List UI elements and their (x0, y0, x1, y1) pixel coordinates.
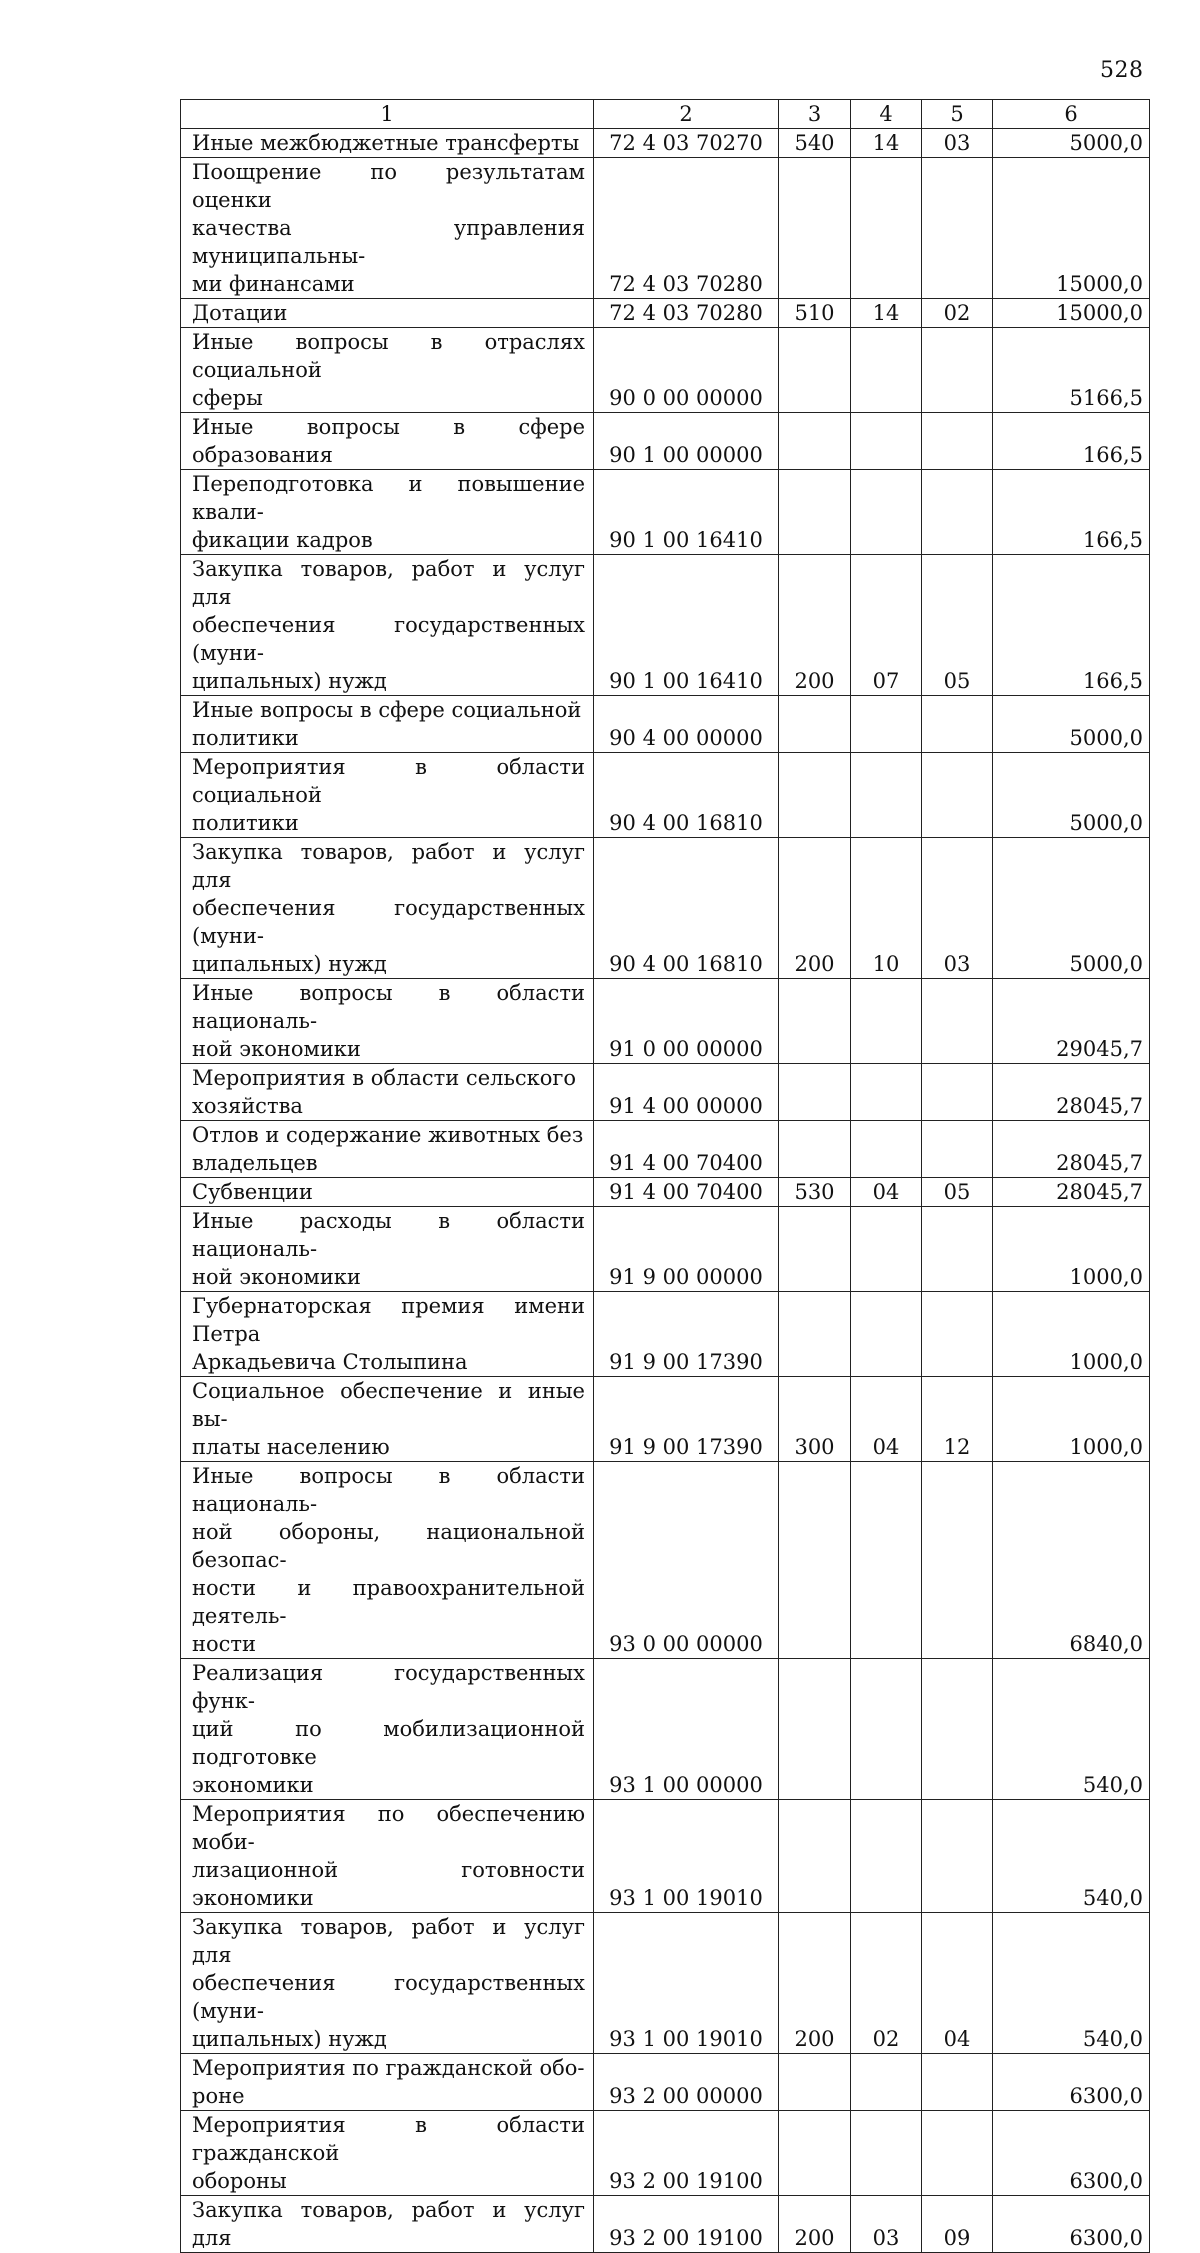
amount-cell: 6300,0 (993, 2054, 1150, 2111)
expense-type-cell (779, 1121, 851, 1178)
table-row (181, 753, 1150, 838)
expense-type-cell: 530 (779, 1178, 851, 1207)
header-cell: 1 (181, 100, 594, 129)
subsection-cell (922, 328, 993, 413)
section-cell (851, 2054, 922, 2111)
expense-type-cell: 200 (779, 555, 851, 696)
table-row (181, 470, 1150, 555)
header-cell: 2 (594, 100, 779, 129)
target-code-cell: 90 1 00 16410 (594, 470, 779, 555)
row-name-line: роне (192, 2084, 245, 2108)
row-name-cell (181, 555, 594, 696)
subsection-cell: 03 (922, 129, 993, 158)
row-name-cell (181, 1800, 594, 1913)
target-code-cell: 90 1 00 16410 (594, 555, 779, 696)
target-code-cell: 93 1 00 00000 (594, 1659, 779, 1800)
table-row (181, 299, 1150, 328)
target-code-cell: 93 0 00 00000 (594, 1462, 779, 1659)
section-cell: 04 (851, 1178, 922, 1207)
row-name-cell (181, 838, 594, 979)
expense-type-cell: 200 (779, 838, 851, 979)
subsection-cell (922, 1462, 993, 1659)
row-name-line: Дотации (192, 301, 288, 325)
target-code-cell: 91 4 00 70400 (594, 1121, 779, 1178)
subsection-cell: 05 (922, 555, 993, 696)
header-cell: 6 (993, 100, 1150, 129)
row-name-line: Мероприятия по обеспечению моби- (192, 1802, 585, 1854)
row-name-line: обеспечения государственных (муни- (192, 896, 585, 948)
amount-cell: 166,5 (993, 413, 1150, 470)
section-cell: 02 (851, 1913, 922, 2054)
section-cell (851, 1121, 922, 1178)
row-name-line: Закупка товаров, работ и услуг для (192, 1915, 585, 1967)
row-name-line: Иные вопросы в области националь- (192, 1464, 585, 1516)
section-cell: 14 (851, 129, 922, 158)
subsection-cell (922, 1800, 993, 1913)
section-cell: 03 (851, 2196, 922, 2253)
table-header-row (181, 100, 1150, 129)
section-cell (851, 1800, 922, 1913)
target-code-cell: 72 4 03 70280 (594, 158, 779, 299)
amount-cell: 166,5 (993, 470, 1150, 555)
expense-type-cell (779, 1292, 851, 1377)
amount-cell: 166,5 (993, 555, 1150, 696)
row-name-line: политики (192, 811, 299, 835)
row-name-line: сферы (192, 386, 263, 410)
table-row (181, 1292, 1150, 1377)
table-row (181, 1377, 1150, 1462)
row-name-line: качества управления муниципальны- (192, 216, 585, 268)
row-name-cell (181, 1462, 594, 1659)
table-row (181, 1913, 1150, 2054)
section-cell (851, 696, 922, 753)
row-name-cell (181, 979, 594, 1064)
amount-cell: 28045,7 (993, 1178, 1150, 1207)
table-row (181, 2054, 1150, 2111)
table-row (181, 979, 1150, 1064)
subsection-cell (922, 1207, 993, 1292)
subsection-cell: 03 (922, 838, 993, 979)
target-code-cell: 93 1 00 19010 (594, 1800, 779, 1913)
expense-type-cell: 200 (779, 1913, 851, 2054)
table-row (181, 413, 1150, 470)
row-name-cell (181, 2054, 594, 2111)
row-name-line: фикации кадров (192, 528, 373, 552)
row-name-cell (181, 1659, 594, 1800)
subsection-cell (922, 2111, 993, 2196)
row-name-line: Закупка товаров, работ и услуг для (192, 557, 585, 609)
section-cell (851, 1659, 922, 1800)
target-code-cell: 90 0 00 00000 (594, 328, 779, 413)
amount-cell: 6300,0 (993, 2196, 1150, 2253)
row-name-line: ной экономики (192, 1265, 361, 1289)
row-name-line: Закупка товаров, работ и услуг для (192, 2198, 585, 2250)
expense-type-cell (779, 413, 851, 470)
target-code-cell: 90 4 00 16810 (594, 838, 779, 979)
row-name-line: Закупка товаров, работ и услуг для (192, 840, 585, 892)
row-name-line: Иные вопросы в сфере социальной (192, 698, 582, 722)
row-name-cell (181, 158, 594, 299)
row-name-line: обороны (192, 2169, 287, 2193)
row-name-line: ций по мобилизационной подготовке (192, 1717, 585, 1769)
amount-cell: 29045,7 (993, 979, 1150, 1064)
expense-type-cell: 300 (779, 1377, 851, 1462)
expense-type-cell (779, 158, 851, 299)
amount-cell: 5166,5 (993, 328, 1150, 413)
table-row (181, 1800, 1150, 1913)
amount-cell: 1000,0 (993, 1207, 1150, 1292)
section-cell (851, 1462, 922, 1659)
row-name-line: Поощрение по результатам оценки (192, 160, 585, 212)
subsection-cell: 12 (922, 1377, 993, 1462)
target-code-cell: 93 2 00 19100 (594, 2196, 779, 2253)
row-name-line: Иные расходы в области националь- (192, 1209, 585, 1261)
header-cell: 4 (851, 100, 922, 129)
expense-type-cell (779, 1462, 851, 1659)
section-cell (851, 328, 922, 413)
section-cell: 04 (851, 1377, 922, 1462)
row-name-cell (181, 328, 594, 413)
subsection-cell (922, 979, 993, 1064)
table-row (181, 2111, 1150, 2196)
target-code-cell: 72 4 03 70270 (594, 129, 779, 158)
table-row (181, 1659, 1150, 1800)
section-cell (851, 1207, 922, 1292)
row-name-line: Иные вопросы в области националь- (192, 981, 585, 1033)
target-code-cell: 93 2 00 19100 (594, 2111, 779, 2196)
amount-cell: 6840,0 (993, 1462, 1150, 1659)
target-code-cell: 93 2 00 00000 (594, 2054, 779, 2111)
row-name-line: Субвенции (192, 1180, 313, 1204)
amount-cell: 15000,0 (993, 299, 1150, 328)
target-code-cell: 93 1 00 19010 (594, 1913, 779, 2054)
target-code-cell: 90 4 00 16810 (594, 753, 779, 838)
table-row (181, 328, 1150, 413)
row-name-line: владельцев (192, 1151, 318, 1175)
expense-type-cell: 510 (779, 299, 851, 328)
row-name-line: Переподготовка и повышение квали- (192, 472, 585, 524)
amount-cell: 540,0 (993, 1659, 1150, 1800)
section-cell: 14 (851, 299, 922, 328)
row-name-line: Иные межбюджетные трансферты (192, 131, 580, 155)
expense-type-cell (779, 328, 851, 413)
row-name-cell (181, 1377, 594, 1462)
table-row (181, 129, 1150, 158)
expense-type-cell (779, 1659, 851, 1800)
row-name-cell (181, 470, 594, 555)
row-name-cell (181, 753, 594, 838)
target-code-cell: 72 4 03 70280 (594, 299, 779, 328)
row-name-cell (181, 299, 594, 328)
target-code-cell: 90 1 00 00000 (594, 413, 779, 470)
expense-type-cell (779, 696, 851, 753)
row-name-line: Мероприятия в области социальной (192, 755, 585, 807)
row-name-line: платы населению (192, 1435, 390, 1459)
expense-type-cell (779, 2111, 851, 2196)
row-name-line: Аркадьевича Столыпина (192, 1350, 468, 1374)
subsection-cell (922, 470, 993, 555)
expense-type-cell: 200 (779, 2196, 851, 2253)
subsection-cell (922, 1292, 993, 1377)
expense-type-cell (779, 1800, 851, 1913)
row-name-cell (181, 696, 594, 753)
expense-type-cell (779, 1207, 851, 1292)
expense-type-cell (779, 2054, 851, 2111)
subsection-cell (922, 696, 993, 753)
row-name-cell (181, 1121, 594, 1178)
row-name-line: лизационной готовности экономики (192, 1858, 585, 1910)
page-number: 528 (1100, 58, 1144, 83)
table-row (181, 1178, 1150, 1207)
expense-type-cell: 540 (779, 129, 851, 158)
subsection-cell (922, 1659, 993, 1800)
section-cell (851, 1064, 922, 1121)
row-name-line: обеспечения государственных (муни- (192, 1971, 585, 2023)
table-row (181, 158, 1150, 299)
section-cell (851, 413, 922, 470)
row-name-line: Иные вопросы в сфере образования (192, 415, 585, 467)
table-row (181, 1121, 1150, 1178)
table-row (181, 555, 1150, 696)
section-cell (851, 753, 922, 838)
subsection-cell: 04 (922, 1913, 993, 2054)
row-name-line: Отлов и содержание животных без (192, 1123, 584, 1147)
amount-cell: 6300,0 (993, 2111, 1150, 2196)
row-name-cell (181, 2196, 594, 2253)
row-name-line: ми финансами (192, 272, 355, 296)
budget-table (180, 99, 1150, 2253)
table-row (181, 1462, 1150, 1659)
amount-cell: 5000,0 (993, 696, 1150, 753)
row-name-line: Социальное обеспечение и иные вы- (192, 1379, 585, 1431)
subsection-cell (922, 753, 993, 838)
target-code-cell: 91 9 00 17390 (594, 1292, 779, 1377)
section-cell (851, 158, 922, 299)
row-name-line: ципальных) нужд (192, 2027, 387, 2051)
amount-cell: 540,0 (993, 1913, 1150, 2054)
expense-type-cell (779, 753, 851, 838)
expense-type-cell (779, 1064, 851, 1121)
row-name-cell (181, 1064, 594, 1121)
target-code-cell: 91 4 00 00000 (594, 1064, 779, 1121)
budget-table-body (181, 100, 1150, 2253)
table-row (181, 1207, 1150, 1292)
header-cell: 3 (779, 100, 851, 129)
row-name-line: Мероприятия по гражданской обо- (192, 2056, 585, 2080)
subsection-cell: 09 (922, 2196, 993, 2253)
target-code-cell: 91 9 00 00000 (594, 1207, 779, 1292)
target-code-cell: 90 4 00 00000 (594, 696, 779, 753)
row-name-cell (181, 1292, 594, 1377)
target-code-cell: 91 0 00 00000 (594, 979, 779, 1064)
row-name-line: Иные вопросы в отраслях социальной (192, 330, 585, 382)
row-name-line: ципальных) нужд (192, 669, 387, 693)
expense-type-cell (779, 979, 851, 1064)
subsection-cell: 02 (922, 299, 993, 328)
row-name-cell (181, 2111, 594, 2196)
target-code-cell: 91 9 00 17390 (594, 1377, 779, 1462)
section-cell (851, 979, 922, 1064)
section-cell: 10 (851, 838, 922, 979)
row-name-line: Мероприятия в области сельского (192, 1066, 577, 1090)
table-row (181, 1064, 1150, 1121)
row-name-line: обеспечения государственных (муни- (192, 613, 585, 665)
expense-type-cell (779, 470, 851, 555)
row-name-line: экономики (192, 1773, 314, 1797)
row-name-line: ной обороны, национальной безопас- (192, 1520, 585, 1572)
amount-cell: 28045,7 (993, 1121, 1150, 1178)
section-cell: 07 (851, 555, 922, 696)
amount-cell: 1000,0 (993, 1377, 1150, 1462)
section-cell (851, 470, 922, 555)
table-row (181, 696, 1150, 753)
amount-cell: 28045,7 (993, 1064, 1150, 1121)
amount-cell: 15000,0 (993, 158, 1150, 299)
row-name-cell (181, 413, 594, 470)
section-cell (851, 2111, 922, 2196)
subsection-cell (922, 1121, 993, 1178)
row-name-line: Реализация государственных функ- (192, 1661, 585, 1713)
amount-cell: 5000,0 (993, 838, 1150, 979)
subsection-cell (922, 2054, 993, 2111)
amount-cell: 1000,0 (993, 1292, 1150, 1377)
section-cell (851, 1292, 922, 1377)
row-name-line: Мероприятия в области гражданской (192, 2113, 585, 2165)
table-row (181, 2196, 1150, 2253)
table-row (181, 838, 1150, 979)
amount-cell: 540,0 (993, 1800, 1150, 1913)
subsection-cell (922, 1064, 993, 1121)
row-name-cell (181, 1913, 594, 2054)
row-name-cell (181, 129, 594, 158)
row-name-line: ной экономики (192, 1037, 361, 1061)
amount-cell: 5000,0 (993, 129, 1150, 158)
row-name-cell (181, 1207, 594, 1292)
row-name-line: ности и правоохранительной деятель- (192, 1576, 585, 1628)
row-name-line: ципальных) нужд (192, 952, 387, 976)
header-cell: 5 (922, 100, 993, 129)
row-name-line: ности (192, 1632, 257, 1656)
row-name-line: Губернаторская премия имени Петра (192, 1294, 585, 1346)
row-name-cell (181, 1178, 594, 1207)
target-code-cell: 91 4 00 70400 (594, 1178, 779, 1207)
row-name-line: политики (192, 726, 299, 750)
subsection-cell: 05 (922, 1178, 993, 1207)
row-name-line: хозяйства (192, 1094, 303, 1118)
amount-cell: 5000,0 (993, 753, 1150, 838)
subsection-cell (922, 158, 993, 299)
subsection-cell (922, 413, 993, 470)
